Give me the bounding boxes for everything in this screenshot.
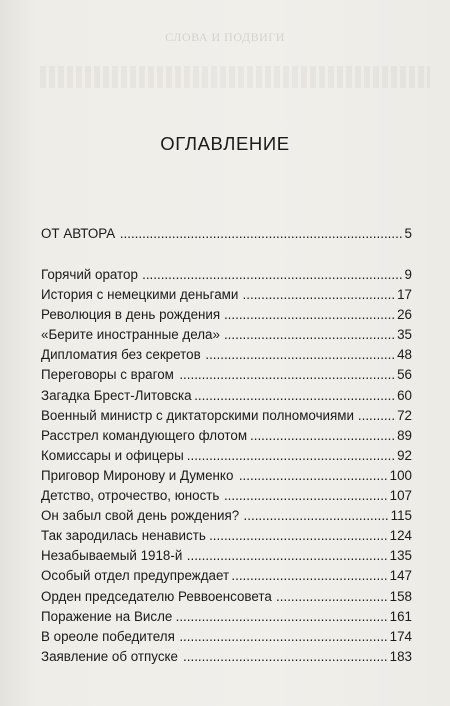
toc-entry-page: 5 [404,226,412,241]
toc-entry-title: История с немецкими деньгами [41,287,239,303]
toc-entry-title: «Берите иностранные дела» [41,327,220,343]
toc-leader-dots: .......... [357,407,396,423]
toc-entry-page: 107 [389,488,412,504]
toc-leader-dots: .......................................... [231,568,388,584]
toc-entry-page: 115 [390,508,412,524]
toc-entry-page: 56 [397,367,412,383]
toc-leader-dots: .............................................. [223,327,396,343]
toc-entry [41,486,412,506]
toc-title: ОГЛАВЛЕНИЕ [160,133,290,154]
toc-entry-page: 48 [397,347,412,363]
toc-entry-page: 147 [389,568,412,584]
toc-entry [41,406,412,426]
toc-entry-page: 100 [389,467,412,483]
toc-entry-title: Он забыл свой день рождения? [41,508,240,524]
toc-entry-title: Незабываемый 1918-й [41,548,183,564]
toc-entry-title: Революция в день рождения [41,307,221,323]
toc-entry [41,526,412,546]
toc-entry-title: Орден председателю Реввоенсовета [41,588,272,604]
toc-entry [41,305,412,325]
toc-leader-dots: .......................................................... [179,367,396,383]
toc-entry-page: 135 [389,548,412,564]
toc-entry-title: ОТ АВТОРА [41,226,116,241]
toc-entry-page: 161 [389,608,412,624]
toc-leader-dots: ....................................................... [183,648,388,664]
toc-entry [41,365,412,385]
toc-entry [41,587,412,607]
toc-leader-dots: ......................................... [242,287,396,303]
toc-entry-page: 72 [397,407,412,423]
toc-entry-title: Комиссары и офицеры [41,447,184,463]
toc-entry-page: 26 [397,307,412,323]
toc-entry-title: Военный министр с диктаторскими полномочиями [41,407,354,423]
toc-entry-page: 183 [389,648,412,664]
toc-entry [41,627,412,647]
toc-entry-title: Особый отдел предупреждает [41,568,230,584]
toc-entry-title: Переговоры с врагом [41,367,174,383]
toc-entry-title: Загадка Брест-Литовска [41,387,192,403]
toc-entry-title: В ореоле победителя [41,628,175,644]
toc-leader-dots: ............................................................................ [119,226,403,241]
toc-leader-dots: ........................................................ [179,628,388,644]
toc-entry [41,546,412,566]
toc-leader-dots: .............................................. [223,307,396,323]
toc-entry [41,224,412,265]
toc-leader-dots: ....................................... [250,427,396,443]
toc-entry-title: Так зародилась ненависть [41,528,206,544]
toc-leader-dots: ...................................................... [194,387,396,403]
toc-entry-page: 35 [397,327,412,343]
toc-leader-dots: ............................................ [223,488,388,504]
toc-leader-dots: ......................................................... [175,608,388,624]
toc-entry [41,446,412,466]
toc-entry [41,506,412,526]
toc-leader-dots: ...................................................................... [142,267,403,282]
toc-entry-page: 89 [397,427,412,443]
toc-entry-page: 17 [397,287,412,303]
toc-entry-title: Детство, отрочество, юность [41,488,220,504]
toc-entry [41,345,412,365]
toc-entry-page: 124 [389,528,412,544]
toc-entry-title: Дипломатия без секретов [41,347,201,363]
toc-entry-page: 60 [397,387,412,403]
toc-leader-dots: .............................. [276,588,388,604]
toc-entry [41,386,412,406]
toc-leader-dots: ................................................ [209,528,388,544]
toc-entry-page: 174 [389,628,412,644]
toc-entry [41,566,412,586]
toc-entry [41,325,412,345]
toc-entry [41,285,412,305]
toc-entry-title: Заявление об отпуске [41,648,178,664]
toc-entry-page: 92 [397,447,412,463]
toc-leader-dots: ...................................................... [186,548,388,564]
toc-entry-page: 9 [404,267,412,282]
toc-entry [41,426,412,446]
toc-entry-title: Расстрел командующего флотом [41,427,248,443]
toc-leader-dots: ........................................ [238,467,388,483]
toc-entry [41,647,412,667]
running-head: СЛОВА И ПОДВИГИ [165,30,285,44]
toc-entry [41,607,412,627]
toc-entry-title: Поражение на Висле [41,608,173,624]
toc-entry [41,265,412,285]
toc-leader-dots: ................................................... [205,347,396,363]
toc-entry-title: Приговор Миронову и Думенко [41,467,234,483]
toc-entry [41,466,412,486]
toc-list [41,224,412,667]
toc-leader-dots: ....................................... [243,508,389,524]
toc-entry-title: Горячий оратор [41,267,138,282]
toc-entry-page: 158 [389,588,412,604]
toc-leader-dots: ........................................................ [186,447,396,463]
